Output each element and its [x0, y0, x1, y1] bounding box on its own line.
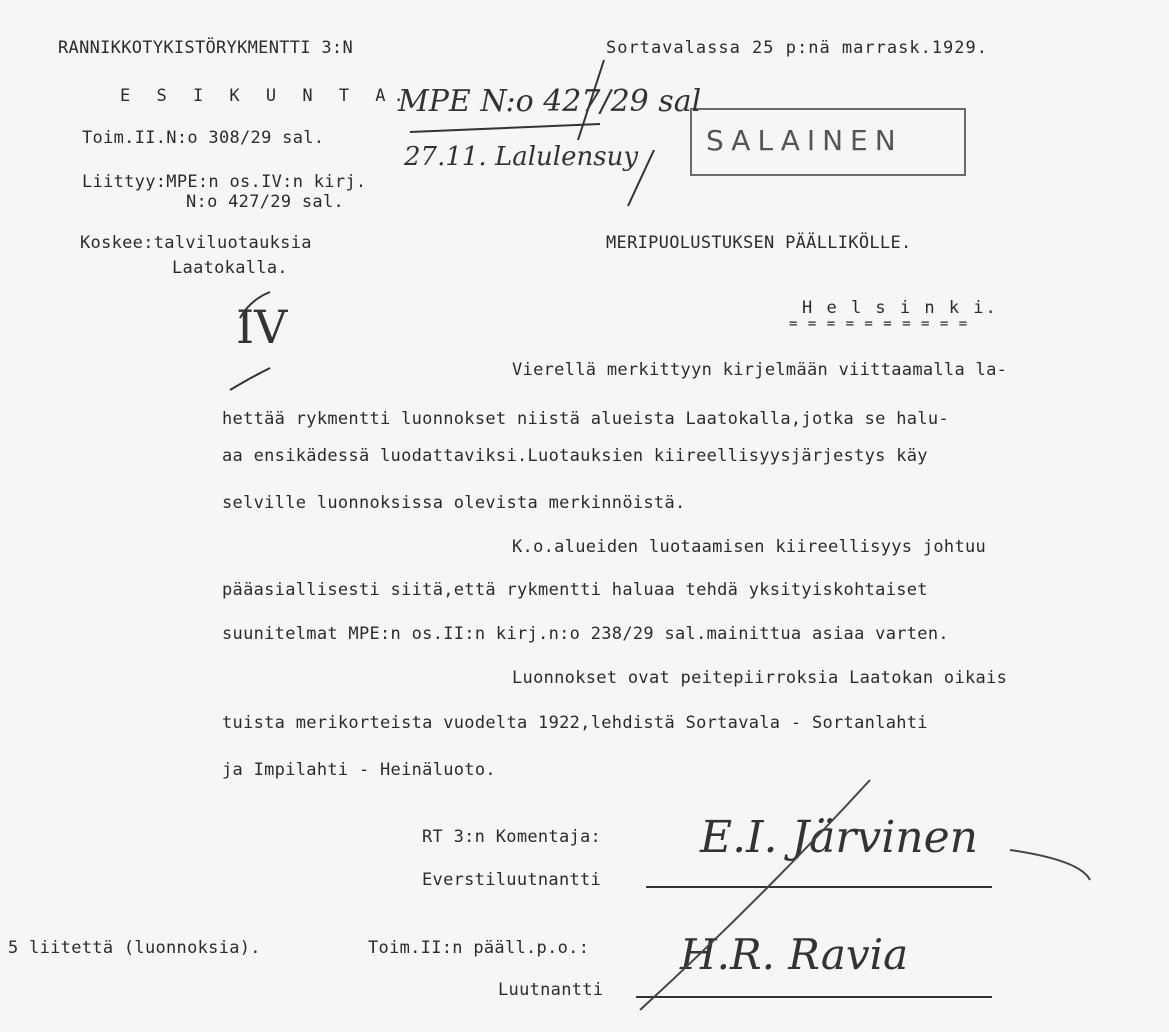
- attachments-note: 5 liitettä (luonnoksia).: [8, 938, 261, 958]
- body-line: pääasiallisesti siitä,että rykmentti haluaa tehdä yksityiskohtaiset: [222, 580, 928, 600]
- city: H e l s i n k i.: [802, 298, 998, 318]
- commander-title: RT 3:n Komentaja:: [422, 827, 602, 847]
- secret-stamp-text: SALAINEN: [706, 124, 903, 157]
- related-letter-line2: N:o 427/29 sal.: [186, 192, 345, 212]
- body-line: suunitelmat MPE:n os.II:n kirj.n:o 238/29 sal.mainittua asiaa varten.: [222, 624, 949, 644]
- body-line: Luonnokset ovat peitepiirroksia Laatokan oikais: [512, 668, 1008, 688]
- body-line: Vierellä merkittyyn kirjelmään viittaamalla la-: [512, 360, 1008, 380]
- section-head-rank: Luutnantti: [498, 980, 604, 1000]
- body-line: hettää rykmentti luonnokset niistä alueista Laatokalla,jotka se halu-: [222, 409, 949, 429]
- body-line: aa ensikädessä luodattaviksi.Luotauksien kiireellisyysjärjestys käy: [222, 446, 928, 466]
- commander-rank: Everstiluutnantti: [422, 870, 602, 890]
- reference-number: Toim.II.N:o 308/29 sal.: [82, 128, 325, 148]
- section-head-title: Toim.II:n pääll.p.o.:: [368, 938, 590, 958]
- body-line: ja Impilahti - Heinäluoto.: [222, 760, 496, 780]
- commander-signature: E.I. Järvinen: [700, 812, 979, 863]
- subject-line1: Koskee:talviluotauksia: [80, 233, 312, 253]
- section-head-signature: H.R. Ravia: [680, 930, 909, 979]
- handwritten-registry-number: MPE N:o 427/29 sal: [398, 84, 702, 119]
- commander-signature-line: [646, 886, 992, 888]
- place-date: Sortavalassa 25 p:nä marrask.1929.: [606, 38, 988, 58]
- handwritten-received-note: 27.11. Lalulensuy: [404, 142, 639, 172]
- related-letter-line1: Liittyy:MPE:n os.IV:n kirj.: [82, 172, 367, 192]
- body-line: selville luonnoksissa olevista merkinnöistä.: [222, 493, 686, 513]
- section-mark-bottom-stroke: [230, 368, 270, 390]
- regiment-name: RANNIKKOTYKISTÖRYKMENTTI 3:N: [58, 38, 353, 58]
- body-line: K.o.alueiden luotaamisen kiireellisyys johtuu: [512, 537, 987, 557]
- handwritten-section-mark: IV: [236, 300, 288, 354]
- subject-line2: Laatokalla.: [172, 258, 288, 278]
- registry-underline-stroke: [410, 124, 600, 132]
- secret-stamp: [690, 108, 966, 176]
- signature-tail-stroke: [1010, 850, 1090, 880]
- section-head-signature-line: [636, 996, 992, 998]
- recipient: MERIPUOLUSTUKSEN PÄÄLLIKÖLLE.: [606, 233, 912, 253]
- city-double-underline: = = = = = = = = = =: [789, 316, 969, 332]
- body-line: tuista merikorteista vuodelta 1922,lehdistä Sortavala - Sortanlahti: [222, 713, 928, 733]
- staff-heading: E S I K U N T A.: [120, 86, 412, 106]
